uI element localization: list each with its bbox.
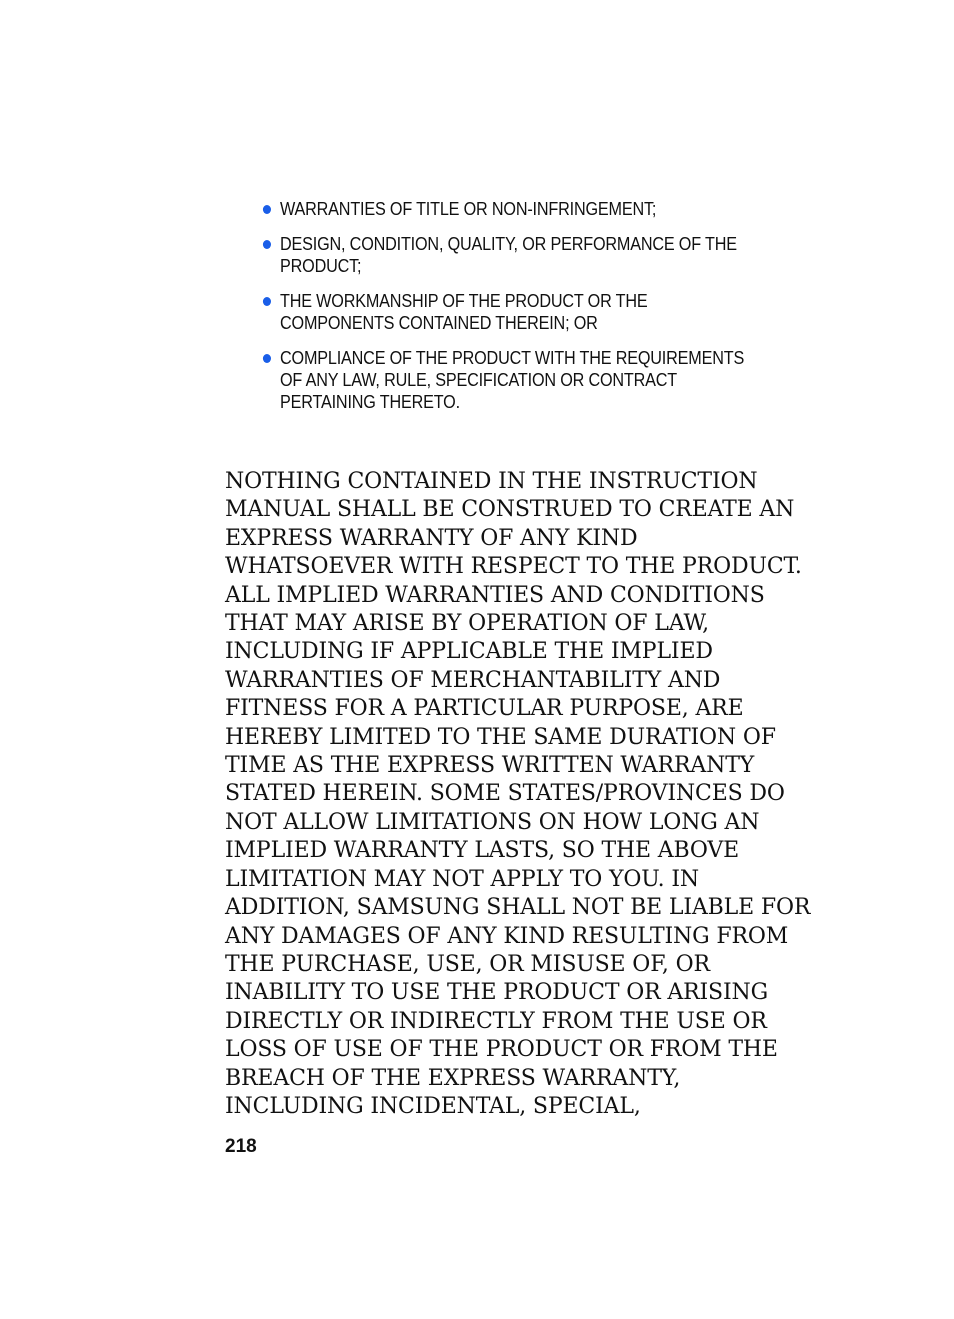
paragraph-line: IMPLIED WARRANTY LASTS, SO THE ABOVE xyxy=(225,838,740,864)
paragraph-line: STATED HEREIN. SOME STATES/PROVINCES DO xyxy=(225,781,785,807)
list-item xyxy=(262,198,748,220)
list-item xyxy=(262,347,748,413)
paragraph-line: ANY DAMAGES OF ANY KIND RESULTING FROM xyxy=(225,923,789,949)
list-item-text: WARRANTIES OF TITLE OR NON-INFRINGEMENT; xyxy=(280,199,657,219)
paragraph-line: INCLUDING INCIDENTAL, SPECIAL, xyxy=(225,1093,641,1119)
paragraph-line: ADDITION, SAMSUNG SHALL NOT BE LIABLE FOR xyxy=(225,895,811,921)
paragraph-line: BREACH OF THE EXPRESS WARRANTY, xyxy=(225,1065,681,1091)
paragraph-line: HEREBY LIMITED TO THE SAME DURATION OF xyxy=(225,724,776,750)
bullet-dot-icon xyxy=(263,354,271,363)
list-item xyxy=(262,290,748,334)
paragraph-line: LIMITATION MAY NOT APPLY TO YOU. IN xyxy=(225,866,699,892)
list-item-text: DESIGN, CONDITION, QUALITY, OR PERFORMANCE OF THE PRODUCT; xyxy=(280,234,737,276)
paragraph-line: EXPRESS WARRANTY OF ANY KIND xyxy=(225,525,638,551)
paragraph-line: NOTHING CONTAINED IN THE INSTRUCTION xyxy=(225,469,758,494)
paragraph-line: WHATSOEVER WITH RESPECT TO THE PRODUCT. xyxy=(225,554,802,580)
paragraph-line: DIRECTLY OR INDIRECTLY FROM THE USE OR xyxy=(225,1008,767,1034)
bullet-dot-icon xyxy=(263,297,271,306)
paragraph-line: FITNESS FOR A PARTICULAR PURPOSE, ARE xyxy=(225,696,744,722)
warranty-exclusions-list xyxy=(262,198,748,426)
bullet-dot-icon xyxy=(263,240,271,249)
paragraph-line: NOT ALLOW LIMITATIONS ON HOW LONG AN xyxy=(225,809,760,835)
paragraph-line: WARRANTIES OF MERCHANTABILITY AND xyxy=(225,667,721,693)
paragraph-line: INCLUDING IF APPLICABLE THE IMPLIED xyxy=(225,639,713,665)
paragraph-line: TIME AS THE EXPRESS WRITTEN WARRANTY xyxy=(225,753,755,779)
list-item xyxy=(262,233,748,277)
paragraph-line: ALL IMPLIED WARRANTIES AND CONDITIONS xyxy=(225,582,765,608)
list-item-text: THE WORKMANSHIP OF THE PRODUCT OR THE COMPONENTS CONTAINED THEREIN; OR xyxy=(280,291,648,333)
bullet-dot-icon xyxy=(263,205,271,214)
paragraph-line: MANUAL SHALL BE CONSTRUED TO CREATE AN xyxy=(225,497,795,523)
paragraph-line: THAT MAY ARISE BY OPERATION OF LAW, xyxy=(225,611,710,637)
page-number: 218 xyxy=(225,1136,257,1157)
paragraph-line: INABILITY TO USE THE PRODUCT OR ARISING xyxy=(225,980,769,1006)
list-item-text: COMPLIANCE OF THE PRODUCT WITH THE REQUIREMENTS OF ANY LAW, RULE, SPECIFICATION OR CONTRACT PERTAINING THERETO. xyxy=(280,348,745,412)
paragraph-line: THE PURCHASE, USE, OR MISUSE OF, OR xyxy=(225,951,710,977)
warranty-disclaimer-paragraph xyxy=(225,468,811,1121)
paragraph-line: LOSS OF USE OF THE PRODUCT OR FROM THE xyxy=(225,1037,778,1063)
